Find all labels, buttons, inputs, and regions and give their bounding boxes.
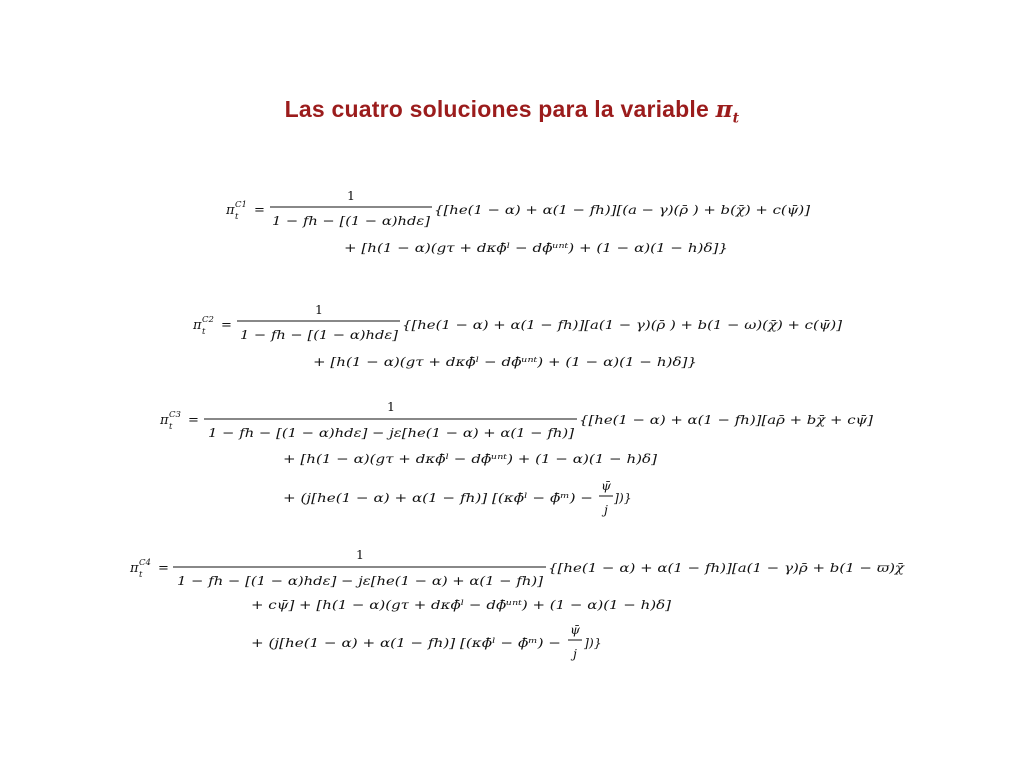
c2-lhs-superscript: C2	[202, 315, 214, 325]
c4-lhs-subscript: t	[139, 570, 143, 580]
c1-lhs-subscript: t	[235, 212, 239, 222]
c1-numerator: 1	[347, 188, 355, 203]
c4-line-1: {[he(1 − α) + α(1 − fh)][a(1 − γ)ρ̄ + b(1 − ϖ)χ̄	[548, 560, 906, 575]
c2-line-1: {[he(1 − α) + α(1 − fh)][a(1 − γ)(ρ̄ ) + b(1 − ω)(χ̄) + c(ψ̄)]	[402, 317, 843, 332]
c2-numerator: 1	[315, 302, 323, 317]
c4-equals-sign: =	[158, 561, 169, 576]
c2-line-2: + [h(1 − α)(gτ + dκϕ̄ˡ − dϕ̄ᵘⁿᵗ) + (1 − α)(1 − h)δ]}	[313, 354, 697, 369]
c3-lhs-symbol: π	[160, 413, 169, 428]
slide-title-subscript: t	[732, 110, 740, 127]
c4-numerator: 1	[356, 547, 364, 562]
c1-lhs-superscript: C1	[235, 200, 247, 210]
c3-line-3-prefix: + (j[he(1 − α) + α(1 − fh)] [(κϕ̄ˡ − ϕ̄ᵐ) −	[283, 490, 593, 505]
c3-line-3-fraction-denominator: j	[604, 502, 608, 517]
c1-lhs-symbol: π	[226, 203, 235, 218]
c1-denominator: 1 − fh − [(1 − α)hdε]	[272, 213, 431, 228]
c1-line-2: + [h(1 − α)(gτ + dκϕ̄ˡ − dϕ̄ᵘⁿᵗ) + (1 − α)(1 − h)δ]}	[344, 240, 728, 255]
c4-line-3-fraction-denominator: j	[573, 646, 577, 661]
c4-line-3-fraction-numerator: ψ̄	[570, 622, 580, 637]
c3-denominator: 1 − fh − [(1 − α)hdε] − jε[he(1 − α) + α(1 − fh)]	[208, 425, 575, 440]
c3-line-2: + [h(1 − α)(gτ + dκϕ̄ˡ − dϕ̄ᵘⁿᵗ) + (1 − α)(1 − h)δ]	[283, 451, 658, 466]
c4-line-3-prefix: + (j[he(1 − α) + α(1 − fh)] [(κϕ̄ˡ − ϕ̄ᵐ) −	[251, 635, 561, 650]
slide-title-text: Las cuatro soluciones para la variable	[284, 96, 716, 122]
c3-lhs-subscript: t	[169, 422, 173, 432]
c3-equals-sign: =	[188, 413, 199, 428]
c3-lhs-superscript: C3	[169, 410, 181, 420]
c2-lhs-symbol: π	[193, 318, 202, 333]
c2-lhs-subscript: t	[202, 327, 206, 337]
c2-denominator: 1 − fh − [(1 − α)hdε]	[240, 327, 399, 342]
slide-title-symbol: π	[715, 96, 733, 123]
c3-numerator: 1	[387, 399, 395, 414]
c2-equals-sign: =	[221, 318, 232, 333]
c4-lhs-symbol: π	[130, 561, 139, 576]
c1-line-1: {[he(1 − α) + α(1 − fh)][(a − γ)(ρ̄ ) + b(χ̄) + c(ψ̄)]	[434, 202, 811, 217]
c3-line-3-suffix: ])}	[614, 490, 632, 505]
c4-denominator: 1 − fh − [(1 − α)hdε] − jε[he(1 − α) + α(1 − fh)]	[177, 573, 544, 588]
c4-lhs-superscript: C4	[139, 558, 151, 568]
c3-line-1: {[he(1 − α) + α(1 − fh)][aρ̄ + bχ̄ + cψ̄]	[579, 412, 874, 427]
c3-line-3-fraction-numerator: ψ̄	[601, 478, 611, 493]
c1-equals-sign: =	[254, 203, 265, 218]
c4-line-3-suffix: ])}	[584, 635, 602, 650]
c4-line-2: + cψ̄] + [h(1 − α)(gτ + dκϕ̄ˡ − dϕ̄ᵘⁿᵗ) + (1 − α)(1 − h)δ]	[251, 597, 672, 612]
